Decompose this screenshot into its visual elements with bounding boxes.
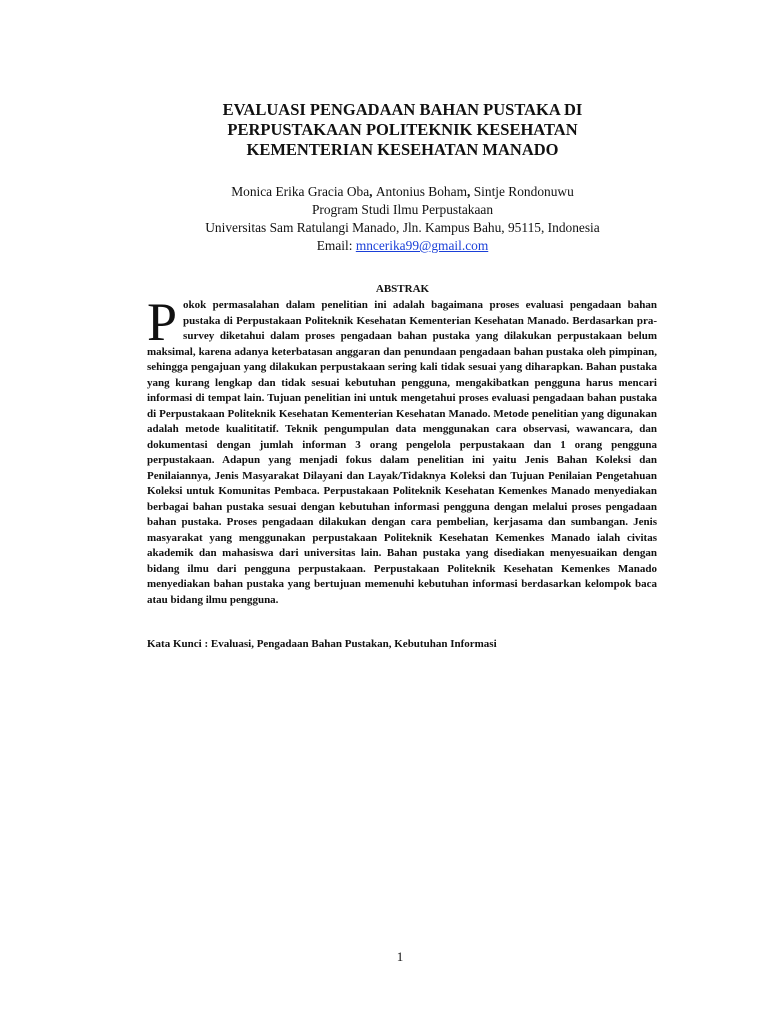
author-separator: , <box>369 184 376 199</box>
email-label: Email: <box>316 238 356 253</box>
author-1: Monica Erika Gracia Oba <box>231 184 370 199</box>
title-line-2: PERPUSTAKAAN POLITEKNIK KESEHATAN <box>227 120 578 139</box>
affiliation: Universitas Sam Ratulangi Manado, Jln. Kampus Bahu, 95115, Indonesia <box>205 220 600 235</box>
abstract-text: okok permasalahan dalam penelitian ini adalah bagaimana proses evaluasi pengadaan bahan pustaka di Perpustakaan Politeknik Kesehatan Kementerian Kesehatan Manado. Berdasarkan pra-survey diketahui dalam proses pengadaan bahan pustaka yang dilakukan perpustakaan belum maksimal, karena adanya keterbatasan anggaran dan penundaan pengadaan bahan pustaka oleh pimpinan, sehingga pengajuan yang dilakukan perpustakaan sering kali tidak sesuai yang diharapkan. Bahan pustaka yang kurang lengkap dan tidak sesuai kebutuhan pengguna, mengakibatkan pengguna harus mencari informasi di tempat lain. Tujuan penelitian ini untuk mengetahui proses evaluasi pengadaan bahan pustaka di Perpustakaan Politeknik Kesehatan Kementerian Kesehatan Manado. Metode penelitian yang digunakan adalah metode kualititatif. Teknik pengumpulan data menggunakan cara observasi, wawancara, dan dokumentasi dengan jumlah informan 3 orang pengelola perpustakaan dan 1 orang pengguna perpustakaan. Adapun yang menjadi fokus dalam penelitian ini yaitu Jenis Bahan Koleksi dan Penilaiannya, Jenis Masyarakat Dilayani dan Layak/Tidaknya Koleksi dan Tujuan Penilaian Pengetahuan Koleksi untuk Komunitas Pembaca. Perpustakaan Politeknik Kesehatan Kemenkes Manado menyediakan berbagai bahan pustaka sesuai dengan kebutuhan informasi pengguna dengan melalui proses pengadaan bahan pustaka. Proses pengadaan dilakukan dengan cara pembelian, kerjasama dan sumbangan. Jenis masyarakat yang menggunakan perpustakaan Politeknik Kesehatan Kemenkes Manado ialah civitas akademik dan mahasiswa dari universitas lain. Bahan pustaka yang disediakan menyesuaikan dengan bidang ilmu dari pengguna perpustakaan. Perpustakaan Politeknik Kesehatan Kemenkes Manado menyediakan bahan pustaka yang bertujuan memenuhi kebutuhan informasi berdasarkan kelompok baca atau bidang ilmu pengguna. <box>147 299 657 606</box>
title-line-3: KEMENTERIAN KESEHATAN MANADO <box>246 140 559 159</box>
author-2: Antonius Boham <box>375 184 467 199</box>
paper-title <box>100 100 705 160</box>
abstract-heading: ABSTRAK <box>375 283 430 295</box>
author-separator: , <box>467 184 474 199</box>
program-name: Program Studi Ilmu Perpustakaan <box>311 202 494 217</box>
page-number: 1 <box>396 949 404 964</box>
author-names <box>100 183 705 201</box>
author-3: Sintje Rondonuwu <box>473 184 574 199</box>
title-line-1: EVALUASI PENGADAAN BAHAN PUSTAKA DI <box>222 100 583 119</box>
author-block <box>100 183 705 255</box>
keywords: Kata Kunci : Evaluasi, Pengadaan Bahan Pustakan, Kebutuhan Informasi <box>147 638 497 650</box>
email-link[interactable]: mncerika99@gmail.com <box>355 238 489 253</box>
email-line <box>100 237 705 255</box>
drop-cap: P <box>147 292 178 352</box>
abstract-body <box>147 292 657 608</box>
